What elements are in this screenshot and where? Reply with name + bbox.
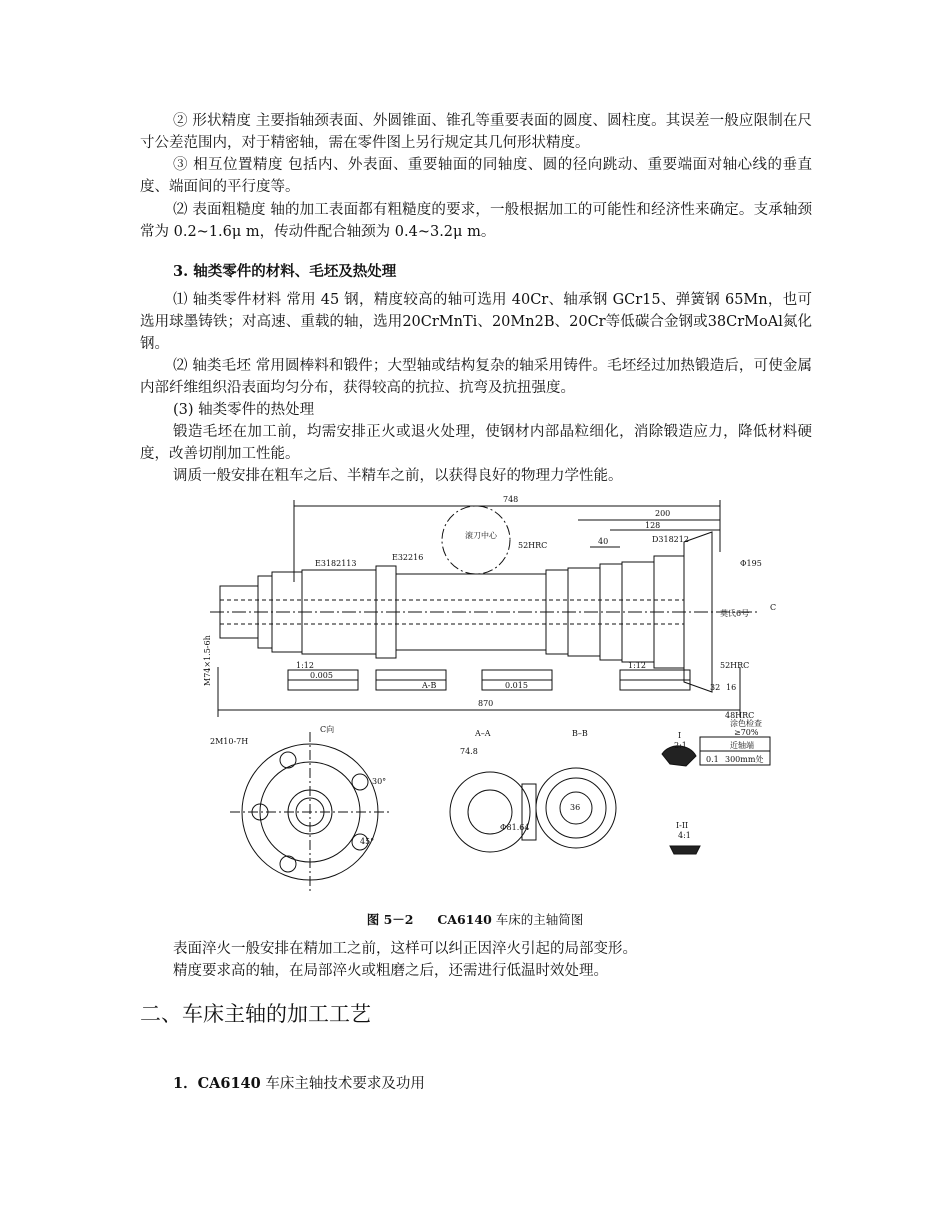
- label-pct: ≥70%: [734, 728, 759, 737]
- dim-36: 36: [570, 803, 581, 812]
- paragraph-quenching-tempering: 调质一般安排在粗车之后、半精车之前，以获得良好的物理力学性能。: [173, 468, 623, 484]
- label-inspect: 涂色检查: [730, 719, 762, 728]
- label-detail-ii-scale: 4:1: [678, 831, 691, 840]
- caption-rest: 车床的主轴简图: [491, 912, 584, 927]
- label-detail-i: I: [678, 731, 682, 740]
- tol-0005-a: 0.005: [310, 671, 333, 680]
- subsection-heading: [173, 1072, 425, 1093]
- paragraph-surface-quench: 表面淬火一般安排在精加工之前，这样可以纠正因淬火引起的局部变形。: [173, 941, 637, 957]
- tol-0-1: 0.1: [706, 755, 719, 764]
- paragraph-blanks: ⑵ 轴类毛坯 常用圆棒料和锻件；大型轴或结构复杂的轴采用铸件。毛坯经过加热锻造后，可使金属内部纤维组织沿表面均匀分布，获得较高的抗拉、抗弯及抗扭强度。: [140, 358, 812, 396]
- label-300mm: 300mm处: [725, 755, 764, 764]
- label-48hrc: 48HRC: [725, 711, 755, 720]
- label-30deg: 30°: [372, 777, 387, 786]
- caption-title: CA6140: [437, 912, 492, 927]
- label-c: C: [770, 603, 777, 612]
- figure-caption: [0, 910, 950, 928]
- label-a-b: A-B: [422, 681, 437, 690]
- paragraph-position-precision: ③ 相互位置精度 包括内、外表面、重要轴面的同轴度、圆的径向跳动、重要端面对轴心线的垂直度、端面间的平行度等。: [140, 157, 812, 195]
- dim-748: 748: [503, 495, 519, 504]
- label-phi195: Φ195: [740, 559, 762, 568]
- section-number: 3.: [173, 263, 189, 280]
- label-c-view: C向: [320, 725, 335, 734]
- label-e32216: E32216: [392, 553, 424, 562]
- label-taper: 莫氏6号: [720, 609, 750, 618]
- label-ratio: 1:12: [296, 661, 314, 670]
- label-45deg: 45°: [360, 837, 375, 846]
- label-m74: M74×1.5-6h: [203, 635, 212, 686]
- label-gear-center: 滚刀中心: [465, 531, 497, 540]
- label-near-end: 近轴端: [730, 741, 754, 750]
- paragraph-surface-roughness: ⑵ 表面粗糙度 轴的加工表面都有粗糙度的要求，一般根据加工的可能性和经济性来确定。支承轴颈常为 0.2~1.6μ m，传动件配合轴颈为 0.4~3.2μ m。: [140, 202, 812, 240]
- dim-74-8: 74.8: [460, 747, 478, 756]
- label-2m10: 2M10-7H: [210, 737, 249, 746]
- section-heading-materials: [173, 260, 396, 281]
- dim-128: 128: [645, 521, 661, 530]
- label-detail-ii: I-II: [676, 821, 689, 830]
- subsection-title: 车床主轴技术要求及功用: [260, 1076, 425, 1092]
- label-52hrc-b: 52HRC: [720, 661, 750, 670]
- paragraph-low-temp-aging: 精度要求高的轴，在局部淬火或粗磨之后，还需进行低温时效处理。: [173, 963, 608, 979]
- label-section-bb: B–B: [572, 729, 588, 738]
- section-title: 轴类零件的材料、毛坯及热处理: [193, 263, 397, 280]
- label-section-aa: A–A: [475, 729, 491, 738]
- caption-number: 图 5－2: [366, 912, 414, 927]
- label-d318212: D318212: [652, 535, 689, 544]
- subsection-number: 1．CA6140: [173, 1075, 261, 1092]
- dim-40: 40: [598, 537, 609, 546]
- dim-16: 16: [726, 683, 737, 692]
- label-52hrc: 52HRC: [518, 541, 548, 550]
- paragraph-shape-precision: ② 形状精度 主要指轴颈表面、外圆锥面、锥孔等重要表面的圆度、圆柱度。其误差一般应限制在尺寸公差范围内，对于精密轴，需在零件图上另行规定其几何形状精度。: [140, 113, 812, 151]
- paragraph-forging: 锻造毛坯在加工前，均需安排正火或退火处理，使钢材内部晶粒细化，消除锻造应力，降低材料硬度，改善切削加工性能。: [140, 424, 812, 462]
- dim-32: 32: [710, 683, 721, 692]
- label-detail-i-scale: 2:1: [674, 741, 687, 750]
- label-ratio-2: 1:12: [628, 661, 646, 670]
- paragraph-materials: ⑴ 轴类零件材料 常用 45 钢，精度较高的轴可选用 40Cr、轴承钢 GCr15、弹簧钢 65Mn，也可选用球墨铸铁；对高速、重载的轴，选用20CrMnTi、20Mn2B、20Cr等低碳合金钢或38CrMoAl氮化钢。: [140, 292, 812, 352]
- paragraph-heat-treatment-title: (3) 轴类零件的热处理: [173, 402, 315, 418]
- tol-0015: 0.015: [505, 681, 528, 690]
- dim-200: 200: [655, 509, 671, 518]
- dim-870: 870: [478, 699, 494, 708]
- chapter-heading: 二、车床主轴的加工工艺: [140, 1002, 371, 1026]
- dim-81-64: Φ81.64: [500, 823, 530, 832]
- label-e3182113: E3182113: [315, 559, 357, 568]
- spindle-drawing: [200, 492, 795, 892]
